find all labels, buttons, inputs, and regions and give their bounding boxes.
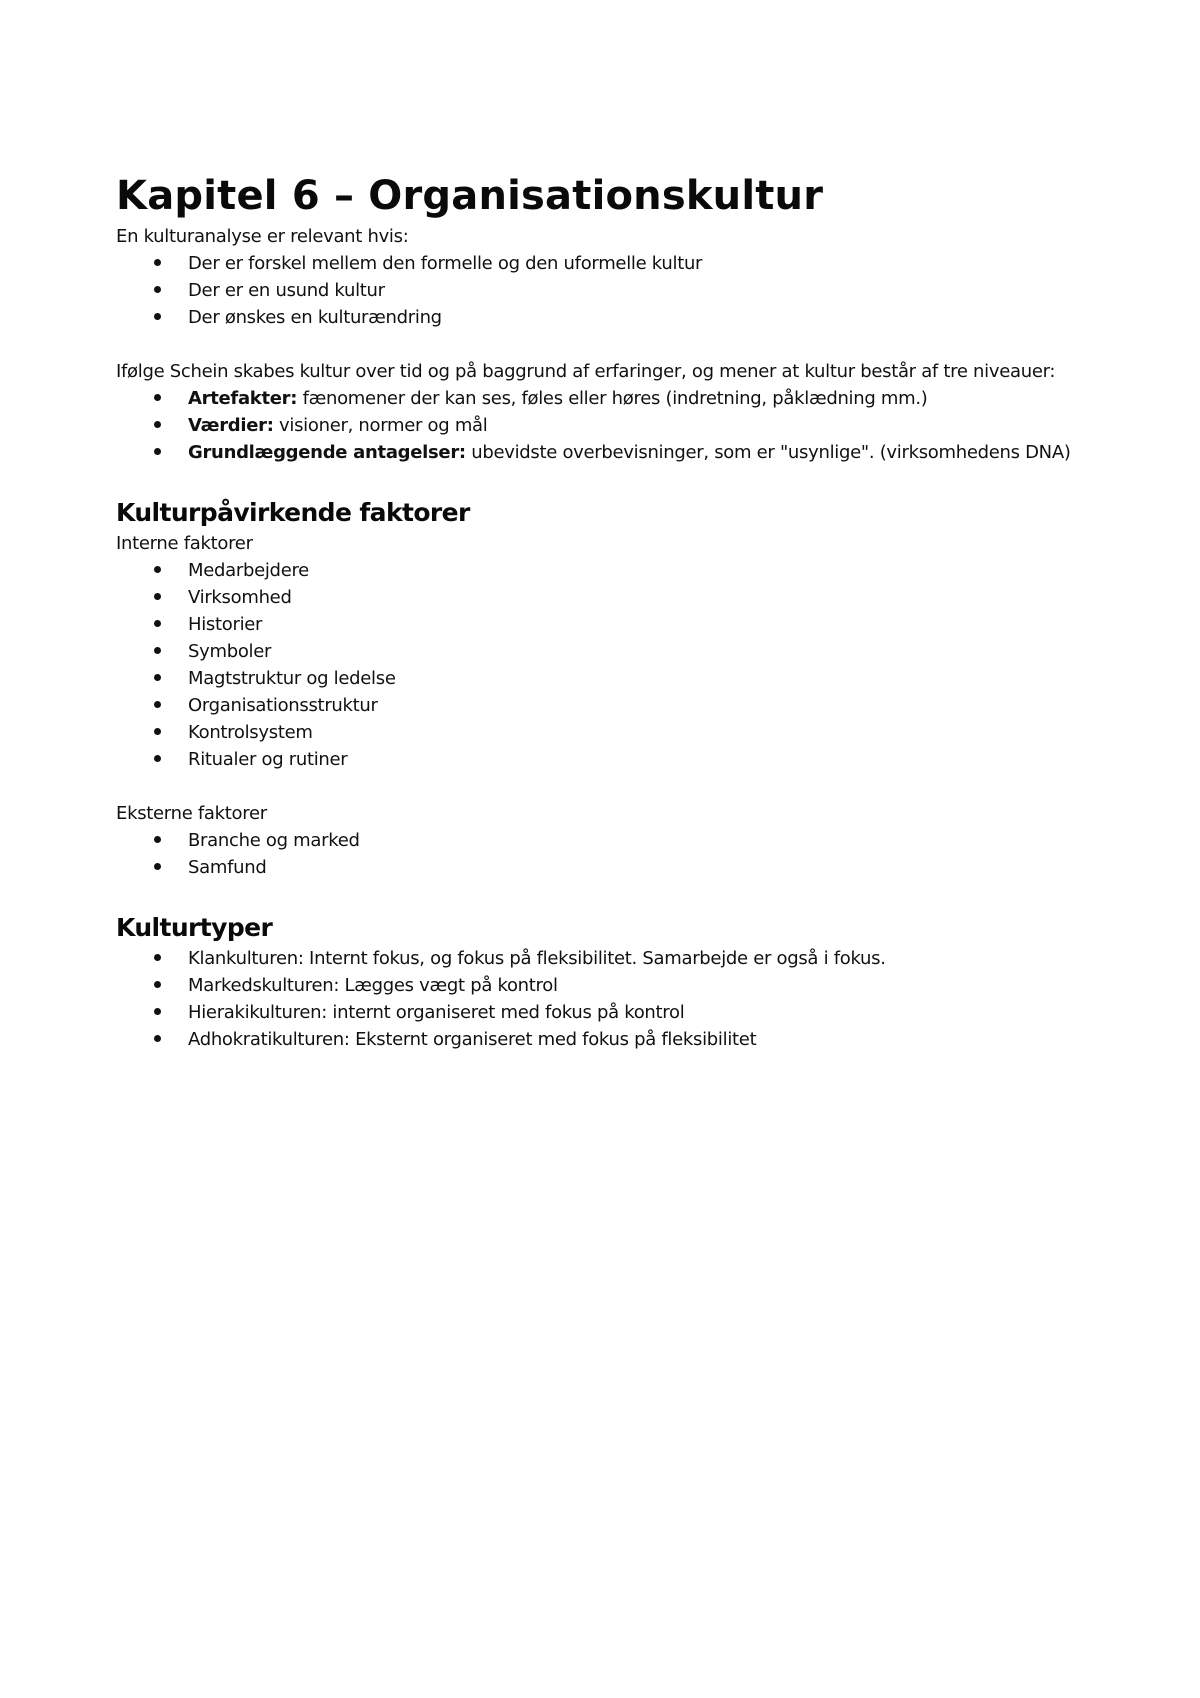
page-title: Kapitel 6 – Organisationskultur [116,173,824,219]
internal-factors-list [116,557,1116,773]
section-heading-types: Kulturtyper [116,913,273,942]
bullet-icon [154,620,161,627]
term-label: Artefakter: [188,388,298,409]
list-item: Magtstruktur og ledelse [116,665,1116,692]
list-item: Markedskulturen: Lægges vægt på kontrol [116,972,1116,999]
term-description: visioner, normer og mål [273,415,488,436]
list-item: Medarbejdere [116,557,1116,584]
term-description: fænomener der kan ses, føles eller høres (indretning, påklædning mm.) [297,388,928,409]
list-item: Der er en usund kultur [116,277,1116,304]
spacer [116,331,1116,358]
list-item: Hierakikulturen: internt organiseret med fokus på kontrol [116,999,1116,1026]
bullet-icon [154,728,161,735]
list-item: Der ønskes en kulturændring [116,304,1116,331]
bullet-icon [154,1008,161,1015]
external-factors-list [116,827,1116,881]
bullet-icon [154,313,161,320]
schein-text: Ifølge Schein skabes kultur over tid og på baggrund af erfaringer, og mener at kultur består af tre niveauer: [116,361,1056,382]
intro-text: En kulturanalyse er relevant hvis: [116,226,409,247]
bullet-icon [154,566,161,573]
list-item: Ritualer og rutiner [116,746,1116,773]
internal-factors-label: Interne faktorer [116,533,253,554]
culture-types-list [116,945,1116,1053]
bullet-icon [154,836,161,843]
list-item: Virksomhed [116,584,1116,611]
section-heading-factors: Kulturpåvirkende faktorer [116,498,470,527]
external-factors-label: Eksterne faktorer [116,803,267,824]
bullet-icon [154,863,161,870]
list-item: Historier [116,611,1116,638]
bullet-icon [154,1035,161,1042]
document-body [116,172,1116,1053]
spacer [116,773,1116,800]
bullet-icon [154,981,161,988]
list-item: Kontrolsystem [116,719,1116,746]
bullet-icon [154,701,161,708]
list-item [116,385,1116,412]
list-item: Branche og marked [116,827,1116,854]
bullet-icon [154,647,161,654]
term-description: ubevidste overbevisninger, som er "usynlige". (virksomhedens DNA) [465,442,1071,463]
list-item: Samfund [116,854,1116,881]
spacer [116,466,1116,496]
intro-list [116,250,1116,331]
bullet-icon [154,259,161,266]
bullet-icon [154,286,161,293]
list-item: Der er forskel mellem den formelle og den uformelle kultur [116,250,1116,277]
bullet-icon [154,448,161,455]
list-item: Organisationsstruktur [116,692,1116,719]
list-item [116,439,1116,466]
list-item [116,412,1116,439]
bullet-icon [154,394,161,401]
schein-list [116,385,1116,466]
spacer [116,881,1116,911]
bullet-icon [154,421,161,428]
list-item: Klankulturen: Internt fokus, og fokus på fleksibilitet. Samarbejde er også i fokus. [116,945,1116,972]
term-label: Grundlæggende antagelser: [188,442,466,463]
bullet-icon [154,954,161,961]
term-label: Værdier: [188,415,274,436]
bullet-icon [154,593,161,600]
list-item: Symboler [116,638,1116,665]
bullet-icon [154,674,161,681]
list-item: Adhokratikulturen: Eksternt organiseret med fokus på fleksibilitet [116,1026,1116,1053]
bullet-icon [154,755,161,762]
